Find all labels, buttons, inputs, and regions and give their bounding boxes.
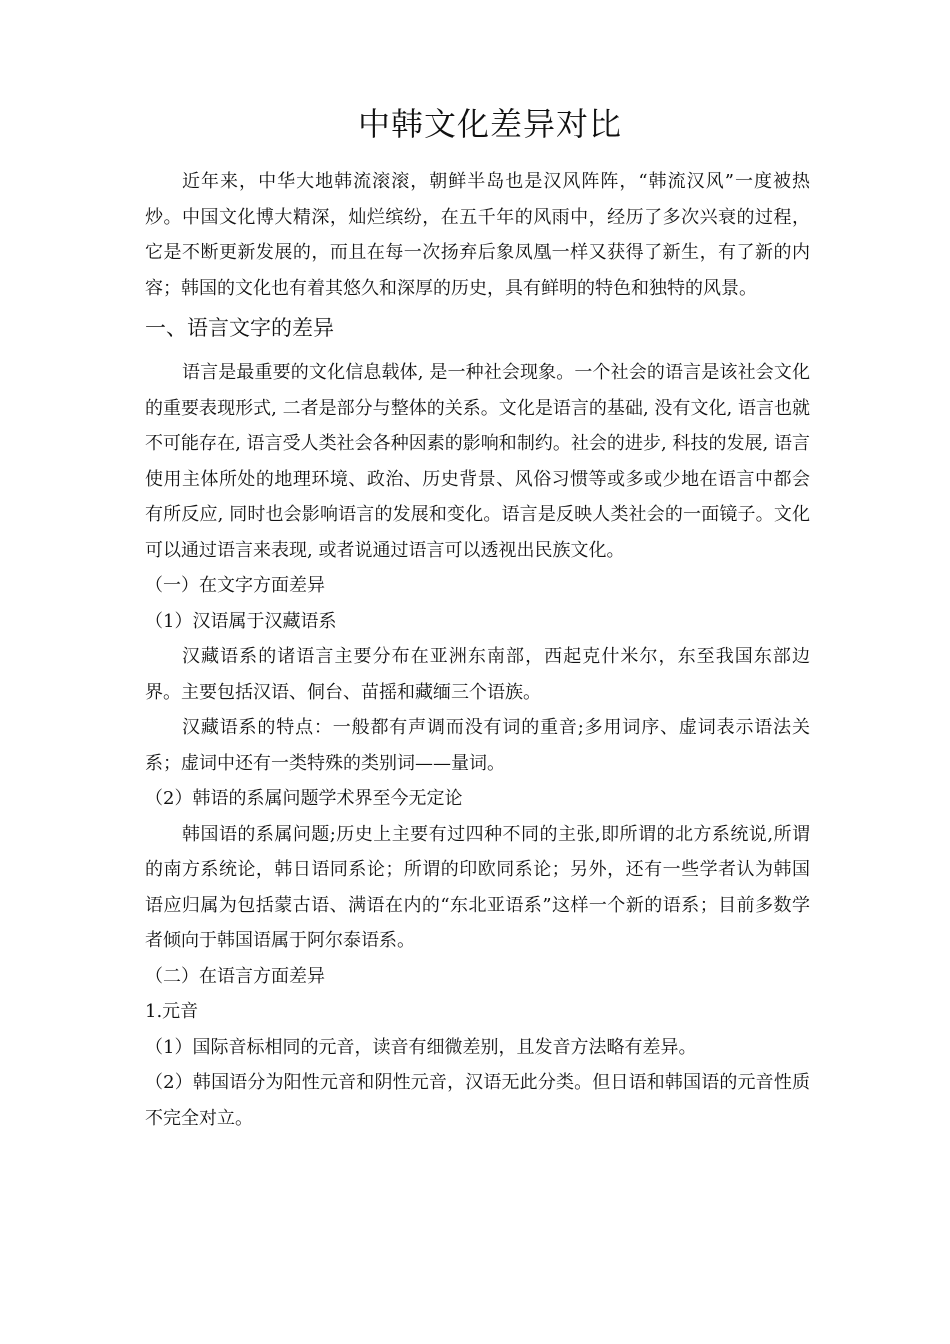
intro-paragraph: 近年来，中华大地韩流滚滚，朝鲜半岛也是汉风阵阵，“韩流汉风”一度被热炒。中国文化博大精深，灿烂缤纷，在五千年的风雨中，经历了多次兴衰的过程，它是不断更新发展的，而且在每一次扬弃后象凤凰一样又获得了新生，有了新的内容；韩国的文化也有着其悠久和深厚的历史，具有鲜明的特色和独特的风景。 [145,171,810,299]
subsection-heading-writing: （一）在文字方面差异 [145,575,325,596]
vowel-heading: 1.元音 [145,1001,199,1022]
vowel-item-1: （1）国际音标相同的元音，读音有细微差别，且发音方法略有差异。 [145,1036,697,1058]
item-heading-sino-tibetan: （1）汉语属于汉藏语系 [145,610,337,632]
sino-tibetan-paragraph-2: 汉藏语系的特点：一般都有声调而没有词的重音;多用词序、虚词表示语法关系；虚词中还有一类特殊的类别词——量词。 [145,717,810,774]
sino-tibetan-paragraph-1: 汉藏语系的诸语言主要分布在亚洲东南部，西起克什米尔，东至我国东部边界。主要包括汉语、侗台、苗摇和藏缅三个语族。 [145,646,810,703]
korean-family-paragraph: 韩国语的系属问题;历史上主要有过四种不同的主张,即所谓的北方系统说,所谓的南方系统论，韩日语同系论；所谓的印欧同系论；另外，还有一些学者认为韩国语应归属为包括蒙古语、满语在内的“东北亚语系”这样一个新的语系；目前多数学者倾向于韩国语属于阿尔泰语系。 [145,823,810,951]
document-title: 中韩文化差异对比 [357,105,622,143]
subsection-heading-speech: （二）在语言方面差异 [145,965,325,987]
language-paragraph: 语言是最重要的文化信息载体, 是一种社会现象。一个社会的语言是该社会文化的重要表现形式, 二者是部分与整体的关系。文化是语言的基础, 没有文化, 语言也就不可能存在, 语言受人类社会各种因素的影响和制约。社会的进步, 科技的发展, 语言使用主体所处的地理环境、政治、历史背景、风俗习惯等或多或少地在语言中都会有所反应, 同时也会影响语言的发展和变化。语言是反映人类社会的一面镜子。文化可以通过语言来表现, 或者说通过语言可以透视出民族文化。 [145,362,810,561]
item-heading-korean-family: （2）韩语的系属问题学术界至今无定论 [145,788,463,809]
vowel-item-2: （2）韩国语分为阳性元音和阴性元音，汉语无此分类。但日语和韩国语的元音性质不完全对立。 [145,1072,810,1129]
section-heading-language: 一、语言文字的差异 [145,316,334,340]
document-body [145,164,810,1136]
